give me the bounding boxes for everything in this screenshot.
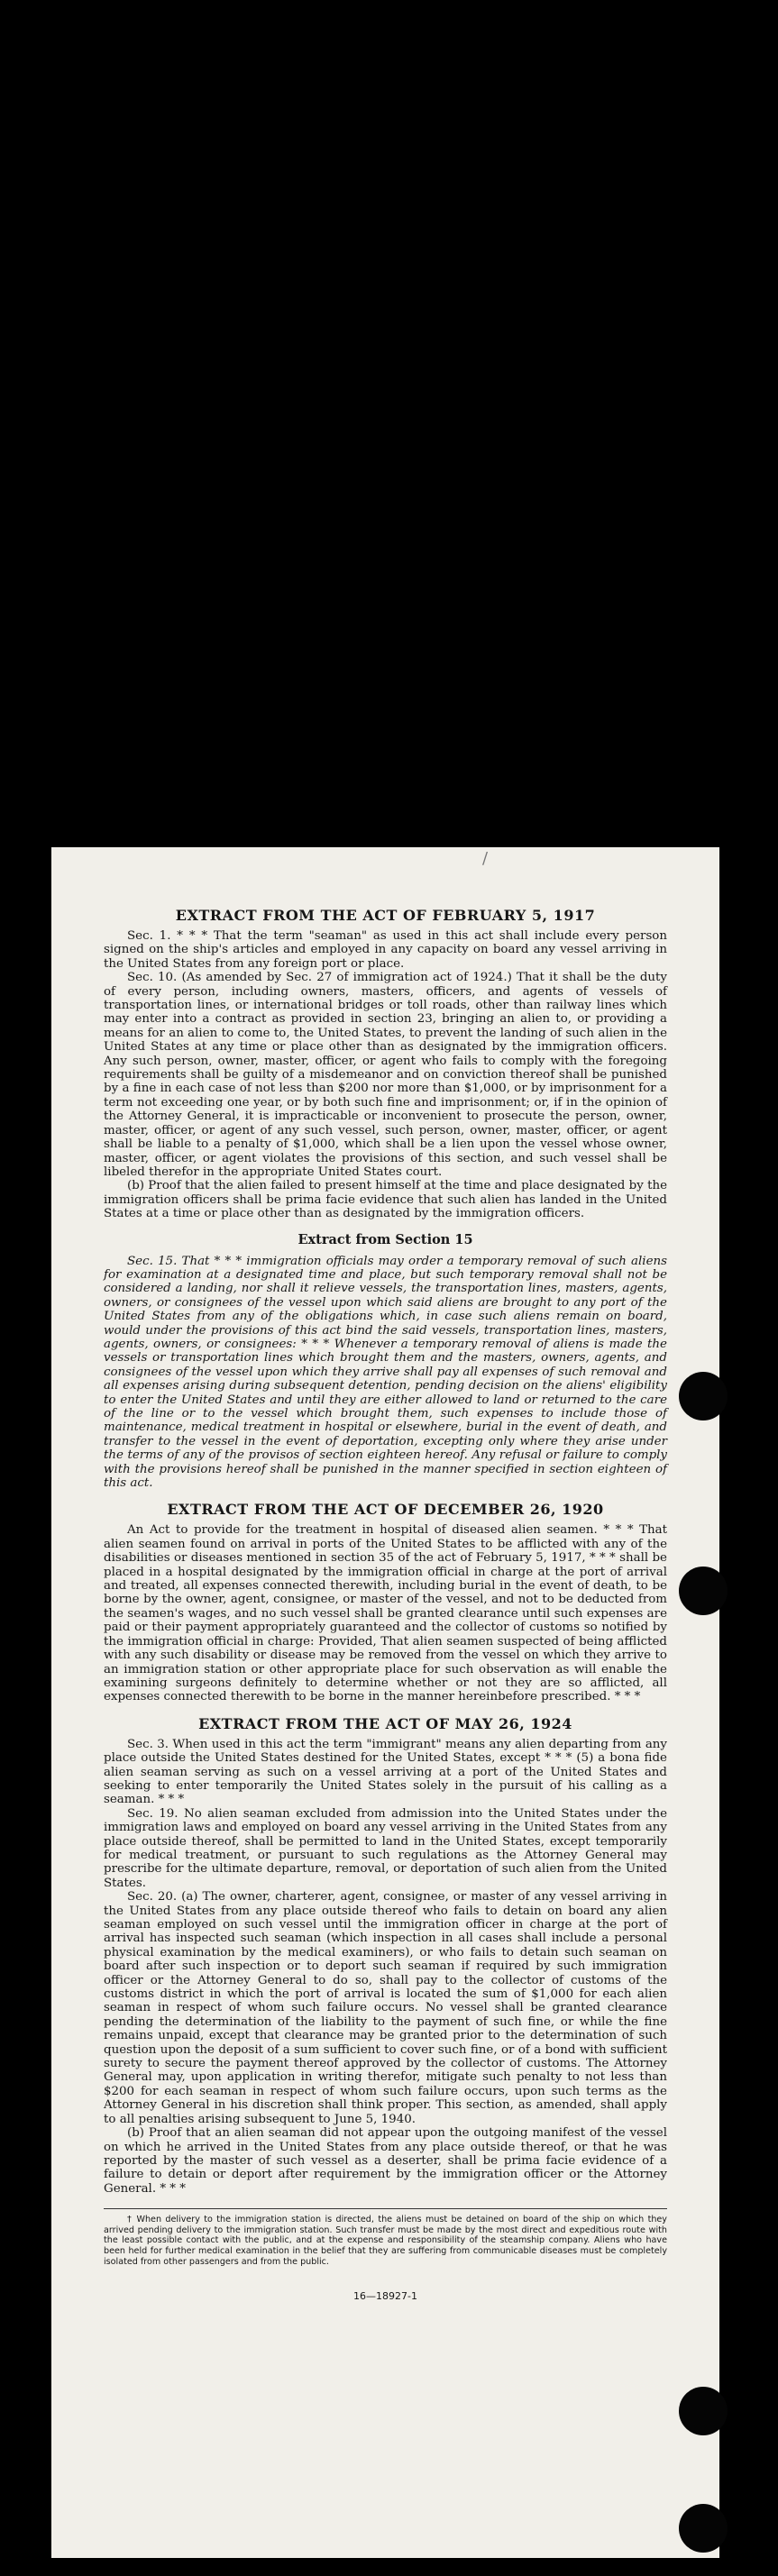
punch-hole: [679, 1372, 728, 1420]
paragraph: (b) Proof that the alien failed to present himself at the time and place designated by the immigration officers shall be prima facie evidence that such alien has landed in the United States at a time or place other than as designated by the immigration officers.: [104, 1179, 667, 1221]
paragraph: (b) Proof that an alien seaman did not appear upon the outgoing manifest of the vessel on which he arrived in the United States from any place outside thereof, or that he was reported by the master of such vessel as a deserter, shall be prima facie evidence of a failure to detain or deport after requirement by the immigration officer or the Attorney General. * * *: [104, 2126, 667, 2196]
paragraph: Sec. 20. (a) The owner, charterer, agent, consignee, or master of any vessel arriving in the United States from any place outside thereof who fails to detain on board any alien seaman employed on such vessel until the immigration officer in charge at the port of arrival has inspected such seaman (which inspection in all cases shall include a personal physical examination by the medical examiners), or who fails to detain such seaman on board after such inspection or to deport such seaman if required by such immigration officer or the Attorney General to do so, shall pay to the collector of customs of the customs district in which the port of arrival is located the sum of $1,000 for each alien seaman in respect of whom such failure occurs. No vessel shall be granted clearance pending the determination of the liability to the payment of such fine, or while the fine remains unpaid, except that clearance may be granted prior to the determination of such question upon the deposit of a sum sufficient to cover such fine, or of a bond with sufficient surety to secure the payment thereof approved by the collector of customs. The Attorney General may, upon application in writing therefor, mitigate such penalty to not less than $200 for each seaman in respect of whom such failure occurs, upon such terms as the Attorney General in his discretion shall think proper. This section, as amended, shall apply to all penalties arising subsequent to June 5, 1940.: [104, 1890, 667, 2126]
footnote: [104, 2208, 667, 2267]
paragraph: Sec. 15. That * * * immigration officials may order a temporary removal of such aliens for examination at a designated time and place, but such temporary removal shall not be considered a landing, nor shall it relieve vessels, the transportation lines, masters, agents, owners, or consignees of the vessel upon which said aliens are brought to any port of the United States from any of the obligations which, in case such aliens remain on board, would under the provisions of this act bind the said vessels, transportation lines, masters, agents, owners, or consignees: * * * Whenever a temporary removal of aliens is made the vessels or transportation lines which brought them and the masters, owners, agents, and consignees of the vessel upon which they arrive shall pay all expenses of such removal and all expenses arising during subsequent detention, pending decision on the aliens' eligibility to enter the United States and until they are either allowed to land or returned to the care of the line or to the vessel which brought them, such expenses to include those of maintenance, medical treatment in hospital or elsewhere, burial in the event of death, and transfer to the vessel in the event of deportation, excepting only where they arise under the terms of any of the provisos of section eighteen hereof. Any refusal or failure to comply with the provisions hereof shall be punished in the manner specified in section eighteen of this act.: [104, 1254, 667, 1491]
punch-hole: [679, 2387, 728, 2435]
punch-hole: [679, 2504, 728, 2553]
paragraph: An Act to provide for the treatment in hospital of diseased alien seamen. * * * That alien seamen found on arrival in ports of the United States to be afflicted with any of the disabilities or diseases mentioned in section 35 of the act of February 5, 1917, * * * shall be placed in a hospital designated by the immigration official in charge at the port of arrival and treated, all expenses connected therewith, including burial in the event of death, to be borne by the owner, agent, consignee, or master of the vessel, and not to be deducted from the seamen's wages, and no such vessel shall be granted clearance until such expenses are paid or their payment appropriately guaranteed and the collector of customs so notified by the immigration official in charge: Provided, That alien seamen suspected of being afflicted with any such disability or disease may be removed from the vessel on which they arrive to an immigration station or other appropriate place for such observation as will enable the examining surgeons definitely to determine whether or not they are so afflicted, all expenses connected therewith to be borne in the manner hereinbefore prescribed. * * *: [104, 1523, 667, 1704]
paragraph: Sec. 19. No alien seaman excluded from admission into the United States under the immigration laws and employed on board any vessel arriving in the United States from any place outside thereof, shall be permitted to land in the United States, except temporarily for medical treatment, or pursuant to such regulations as the Attorney General may prescribe for the ultimate departure, removal, or deportation of such alien from the United States.: [104, 1806, 667, 1890]
punch-hole: [679, 1567, 728, 1615]
paragraph: Sec. 3. When used in this act the term "immigrant" means any alien departing from any place outside the United States destined for the United States, except * * * (5) a bona fide alien seaman serving as such on a vessel arriving at a port of the United States and seeking to enter temporarily the United States solely in the pursuit of his calling as a seaman. * * *: [104, 1737, 667, 1807]
document-page: [51, 847, 719, 2558]
paragraph: Sec. 10. (As amended by Sec. 27 of immigration act of 1924.) That it shall be the duty of every person, including owners, masters, officers, and agents of vessels of transportation lines, or international bridges or toll roads, other than railway lines which may enter into a contract as provided in section 23, bringing an alien to, or providing a means for an alien to come to, the United States, to prevent the landing of such alien in the United States at any time or place other than as designated by the immigration officers. Any such person, owner, master, officer, or agent who fails to comply with the foregoing requirements shall be guilty of a misdemeanor and on conviction thereof shall be punished by a fine in each case of not less than $200 nor more than $1,000, or by imprisonment for a term not exceeding one year, or by both such fine and imprisonment; or, if in the opinion of the Attorney General, it is impracticable or inconvenient to prosecute the person, owner, master, officer, or agent of any such vessel, such person, owner, master, officer, or agent shall be liable to a penalty of $1,000, which shall be a lien upon the vessel whose owner, master, officer, or agent violates the provisions of this section, and such vessel shall be libeled therefor in the appropriate United States court.: [104, 971, 667, 1179]
section-heading: Extract from Section 15: [297, 1231, 473, 1247]
form-code: 16—18927-1: [353, 2290, 417, 2303]
paragraph: Sec. 1. * * * That the term "seaman" as used in this act shall include every person signed on the ship's articles and employed in any capacity on board any vessel arriving in the United States from any foreign port or place.: [104, 929, 667, 971]
footnote-text: † When delivery to the immigration station is directed, the aliens must be detained on board of the ship on which they arrived pending delivery to the immigration station. Such transfer must be made by the most direct and expeditious route with the least possible contact with the public, and at the expense and responsibility of the steamship company. Aliens who have been held for further medical examination in the belief that they are suffering from communicable diseases must be completely isolated from other passengers and from the public.: [104, 2215, 667, 2267]
section-heading: EXTRACT FROM THE ACT OF DECEMBER 26, 1920: [167, 1501, 604, 1519]
corner-mark: /: [482, 849, 489, 868]
section-heading: EXTRACT FROM THE ACT OF MAY 26, 1924: [198, 1714, 572, 1732]
section-heading: EXTRACT FROM THE ACT OF FEBRUARY 5, 1917: [175, 907, 596, 924]
